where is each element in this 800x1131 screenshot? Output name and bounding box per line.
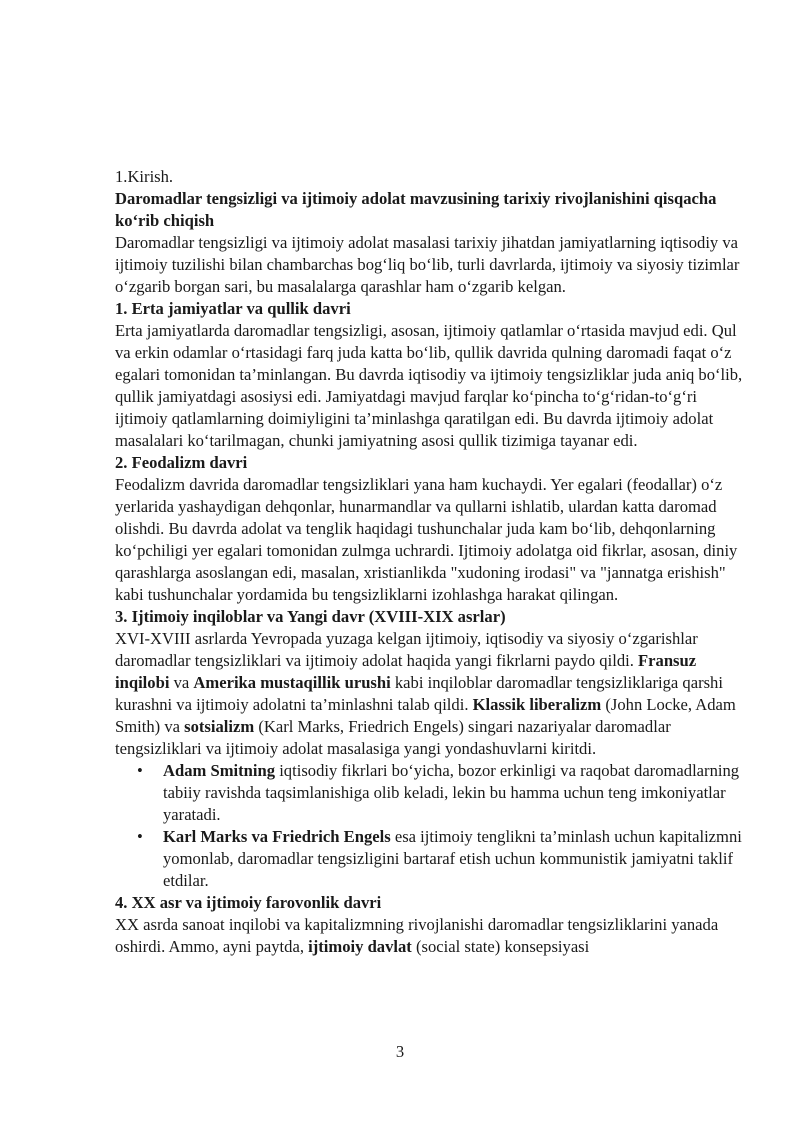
section-4-text-part-2: (social state) konsepsiyasi	[411, 937, 590, 956]
social-state-term: ijtimoiy davlat	[308, 937, 412, 956]
bullet-marker: •	[137, 761, 143, 780]
document-body	[115, 166, 745, 958]
section-4-text-part-1: XX asrda sanoat inqilobi va kapitalizmning rivojlanishi daromadlar tengsizliklarini yanada oshirdi. Ammo, ayni paytda,	[115, 915, 719, 956]
french-revolution-term: Fransuz inqilobi	[115, 651, 697, 692]
intro-paragraph: Daromadlar tengsizligi va ijtimoiy adolat masalasi tarixiy jihatdan jamiyatlarning iqtisodiy va ijtimoiy tuzilishi bilan chambarchas bog‘liq bo‘lib, turli davrlarda, ijtimoiy va siyosiy tizimlar o‘zgarib borgan sari, bu masalalarga qarashlar ham o‘zgarib kelgan.	[115, 233, 740, 296]
bullet-bold-term: Adam Smitning	[163, 761, 276, 780]
section-2-heading: 2. Feodalizm davri	[115, 453, 248, 472]
page-number: 3	[395, 1042, 405, 1061]
bullet-bold-term: Karl Marks va Friedrich Engels	[163, 827, 391, 846]
bullet-item	[115, 760, 745, 826]
section-3-text-part-2: va	[169, 673, 194, 692]
bullet-text: esa ijtimoiy tenglikni ta’minlash uchun kapitalizmni yomonlab, daromadlar tengsizligini bartaraf etish uchun kommunistik jamiyatni taklif etdilar.	[163, 827, 742, 890]
main-title: Daromadlar tengsizligi va ijtimoiy adolat mavzusining tarixiy rivojlanishini qisqacha ko‘rib chiqish	[115, 189, 717, 230]
section-3-text-part-1: XVI-XVIII asrlarda Yevropada yuzaga kelgan ijtimoiy, iqtisodiy va siyosiy o‘zgarishlar daromadlar tengsizliklari va ijtimoiy adolat haqida yangi fikrlarni paydo qildi.	[115, 629, 698, 670]
section-4-text	[115, 914, 745, 958]
section-3-text-part-3: kabi inqiloblar daromadlar tengsizliklariga qarshi kurashni va ijtimoiy adolatni ta’minlashni talab qildi.	[115, 673, 723, 714]
bullet-text: iqtisodiy fikrlari bo‘yicha, bozor erkinligi va raqobat daromadlarning tabiiy ravishda taqsimlanishiga olib keladi, lekin bu hamma uchun teng imkoniyatlar yaratadi.	[163, 761, 740, 824]
american-war-term: Amerika mustaqillik urushi	[193, 673, 391, 692]
section-2-text: Feodalizm davrida daromadlar tengsizliklari yana ham kuchaydi. Yer egalari (feodallar) o‘z yerlarida yashaydigan dehqonlar, hunarmandlar va qullarni ishlatib, ulardan katta daromad olishdi. Bu davrda adolat va tenglik haqidagi tushunchalar juda kam bo‘lib, dehqonlarning ko‘pchiligi yer egalari tomonidan zulmga uchrardi. Ijtimoiy adolatga oid fikrlar, asosan, diniy qarashlarga asoslangan edi, masalan, xristianlikda "xudoning irodasi" va "jannatga erishish" kabi tushunchalar yordamida bu tengsizliklarni izohlashga harakat qilingan.	[115, 475, 738, 604]
classical-liberalism-term: Klassik liberalizm	[472, 695, 602, 714]
intro-label: 1.Kirish.	[115, 167, 174, 186]
section-3-text-part-5: (Karl Marks, Friedrich Engels) singari nazariyalar daromadlar tengsizliklari va ijtimoiy adolat masalasiga yangi yondashuvlarni kiritdi.	[115, 717, 671, 758]
section-3-text-part-4: (John Locke, Adam Smith) va	[115, 695, 736, 736]
section-4-heading: 4. XX asr va ijtimoiy farovonlik davri	[115, 893, 382, 912]
section-1-text: Erta jamiyatlarda daromadlar tengsizligi, asosan, ijtimoiy qatlamlar o‘rtasida mavjud edi. Qul va erkin odamlar o‘rtasidagi farq juda katta bo‘lib, qullik davrida qulning daromadi faqat o‘z egalari tomonidan ta’minlangan. Bu davrda iqtisodiy va ijtimoiy tengsizliklar juda aniq bo‘lib, qullik jamiyatdagi asosiysi edi. Jamiyatdagi mavjud farqlar ko‘pincha to‘g‘ridan-to‘g‘ri ijtimoiy qatlamlarning doimiyligini ta’minlashga qaratilgan edi. Bu davrda ijtimoiy adolat masalalari ko‘tarilmagan, chunki jamiyatning asosi qullik tizimiga tayanar edi.	[115, 321, 743, 450]
socialism-term: sotsializm	[184, 717, 255, 736]
section-3-heading: 3. Ijtimoiy inqiloblar va Yangi davr (XVIII-XIX asrlar)	[115, 607, 506, 626]
section-3-text	[115, 628, 745, 760]
section-1-heading: 1. Erta jamiyatlar va qullik davri	[115, 299, 351, 318]
bullet-marker: •	[137, 827, 143, 846]
bullet-item	[115, 826, 745, 892]
section-3-bullet-list	[115, 760, 745, 892]
